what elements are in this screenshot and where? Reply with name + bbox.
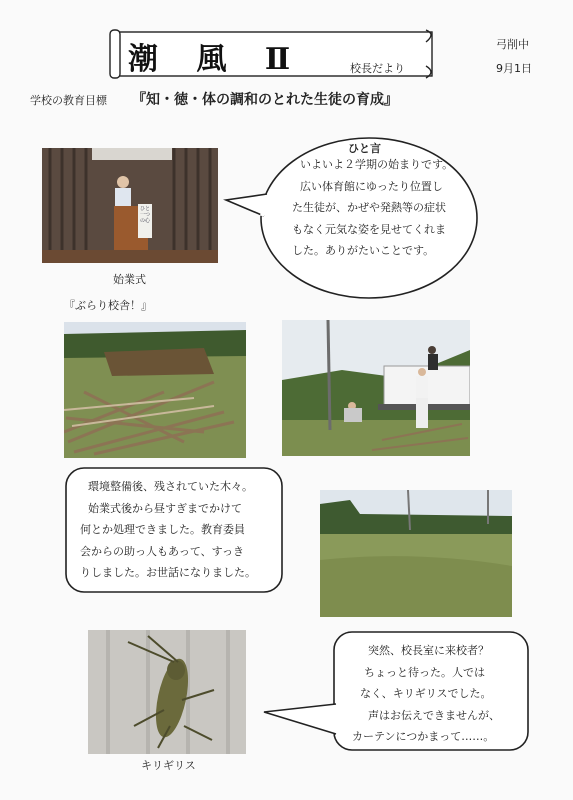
text-line: 環境整備後、残されていた木々。: [88, 480, 253, 493]
school-name: 弓削中: [496, 38, 529, 51]
text-line: いよいよ２学期の始まりです。: [300, 158, 454, 171]
text-line: カーテンにつかまって……。: [352, 730, 495, 743]
section-heading: 『ぶらり校舎！』: [64, 299, 152, 312]
issue-date: 9月1日: [496, 62, 532, 75]
goal-text: 『知・徳・体の調和のとれた生徒の育成』: [132, 92, 398, 108]
text-line: もなく元気な姿を見せてくれま: [292, 222, 446, 236]
ceremony-caption: 始業式: [113, 273, 146, 286]
newsletter-subtitle: 校長だより: [350, 62, 405, 75]
truck-photo: [282, 320, 470, 456]
ceremony-photo: [42, 148, 218, 263]
patrol-text: [80, 476, 256, 584]
text-line: た生徒が、かぜや発熱等の症状: [292, 201, 446, 214]
text-line: 何とか処理できました。教育委員: [80, 523, 245, 536]
hitokoto-text: [292, 154, 453, 262]
text-line: 広い体育館にゆったり位置し: [300, 179, 443, 193]
text-line: 会からの助っ人もあって、すっき: [80, 544, 245, 558]
text-line: 突然、校長室に来校者？: [368, 644, 489, 657]
visitor-text: [352, 640, 500, 748]
wood-pile-photo: [64, 322, 246, 458]
text-line: 声はお伝えできませんが、: [368, 708, 500, 722]
text-line: 始業式後から昼すぎまでかけて: [88, 501, 242, 515]
field-photo: [320, 490, 512, 617]
katydid-caption: キリギリス: [141, 759, 196, 772]
text-line: した。ありがたいことです。: [292, 244, 435, 257]
podium-sign: ひと一つの心: [140, 206, 151, 224]
goal-label: 学校の教育目標: [30, 94, 107, 107]
katydid-photo: [88, 630, 246, 754]
text-line: りしました。お世話になりました。: [80, 566, 256, 579]
text-line: なく、キリギリスでした。: [360, 687, 492, 700]
hitokoto-heading: ひと言: [348, 142, 381, 155]
text-line: ちょっと待った。人では: [364, 665, 485, 679]
newsletter-title: 潮 風 Ⅱ: [128, 42, 305, 77]
